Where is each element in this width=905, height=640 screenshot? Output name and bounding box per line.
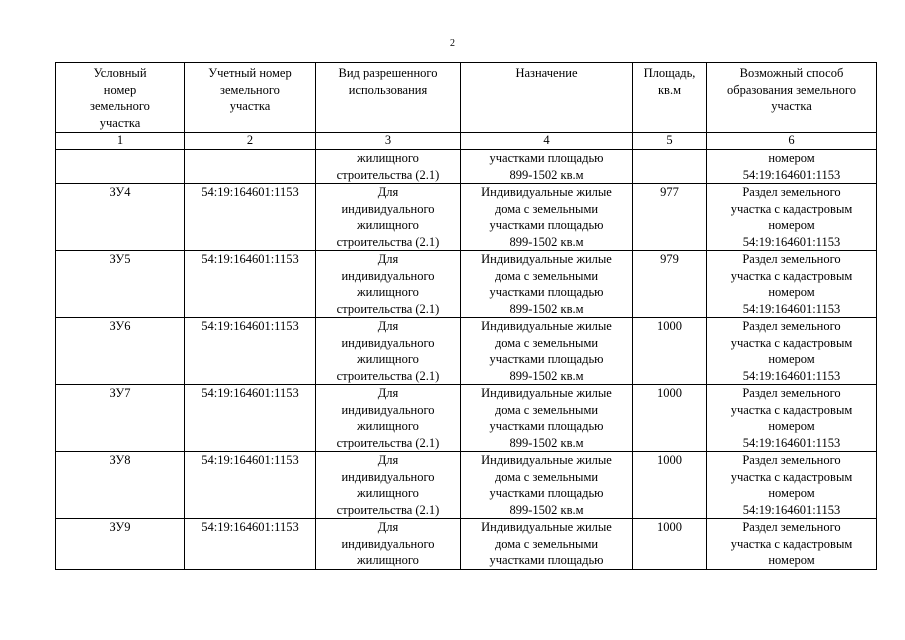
cell-line: Индивидуальные жилые [481, 185, 612, 199]
header-line: образования земельного [727, 82, 856, 97]
cell-line: 899-1502 кв.м [509, 502, 584, 517]
cell-line: Для [377, 185, 399, 199]
purpose-cell [461, 184, 633, 251]
area-cell: 1000 [633, 452, 707, 519]
cell-line: номером [768, 419, 815, 433]
cell-line: участками площадью [489, 218, 604, 232]
cell-line: дома с земельными [494, 402, 599, 417]
purpose-cell [461, 519, 633, 570]
permitted-use-cell [316, 318, 461, 385]
cell-line: индивидуального [341, 536, 435, 551]
purpose-cell [461, 452, 633, 519]
cell-line: индивидуального [341, 335, 435, 350]
area-cell: 1000 [633, 318, 707, 385]
header-line: участка [99, 115, 141, 130]
plot-id-cell: ЗУ8 [56, 452, 185, 519]
formation-method-cell [707, 150, 877, 184]
plot-id-cell: ЗУ6 [56, 318, 185, 385]
cell-line: Раздел земельного [742, 520, 841, 534]
cadastral-cell: 54:19:164601:1153 [185, 452, 316, 519]
header-row [56, 63, 877, 133]
cell-line: строительства (2.1) [336, 234, 440, 249]
cell-line: участками площадью [489, 151, 604, 165]
column-number-row [56, 133, 877, 150]
cell-line: дома с земельными [494, 335, 599, 350]
table-row [56, 385, 877, 452]
cell-line: дома с земельными [494, 536, 599, 551]
cell-line: участка с кадастровым [730, 201, 853, 216]
header-formation-method [707, 63, 877, 133]
header-line: Площадь, [643, 66, 696, 80]
area-cell: 1000 [633, 385, 707, 452]
cadastral-cell: 54:19:164601:1153 [185, 184, 316, 251]
header-plot-id [56, 63, 185, 133]
cell-line: Для [377, 453, 399, 467]
cell-line: строительства (2.1) [336, 435, 440, 450]
cell-line: 899-1502 кв.м [509, 234, 584, 249]
page-number: 2 [450, 38, 455, 49]
cell-line: жилищного [357, 285, 419, 299]
column-number: 1 [56, 133, 185, 150]
cell-line: 899-1502 кв.м [509, 167, 584, 182]
cell-line: 899-1502 кв.м [509, 368, 584, 383]
header-line: Вид разрешенного [338, 66, 438, 80]
permitted-use-cell [316, 519, 461, 570]
header-line: использования [348, 82, 428, 97]
formation-method-cell [707, 452, 877, 519]
header-line: номер [103, 82, 137, 97]
header-cadastral-number [185, 63, 316, 133]
cell-line: участками площадью [489, 486, 604, 500]
table-row [56, 251, 877, 318]
header-line: земельного [90, 99, 150, 113]
cell-line: жилищного [357, 151, 419, 165]
cell-line: участка с кадастровым [730, 268, 853, 283]
cell-line: жилищного [357, 486, 419, 500]
cell-line: строительства (2.1) [336, 301, 440, 316]
area-cell: 1000 [633, 519, 707, 570]
cell-line: 54:19:164601:1153 [742, 502, 841, 517]
cell-line: жилищного [357, 218, 419, 232]
cell-line: жилищного [357, 553, 419, 567]
cell-line: дома с земельными [494, 201, 599, 216]
cell-line: Для [377, 386, 399, 400]
cell-line: Для [377, 252, 399, 266]
cell-line: дома с земельными [494, 469, 599, 484]
header-line: участка [771, 99, 812, 113]
header-line: Учетный номер [208, 66, 292, 80]
area-cell [633, 150, 707, 184]
table-row [56, 519, 877, 570]
permitted-use-cell [316, 184, 461, 251]
cell-line: номером [768, 486, 815, 500]
header-area [633, 63, 707, 133]
cell-line: номером [768, 151, 815, 165]
land-plots-table [55, 62, 877, 570]
header-line: Условный [93, 66, 147, 80]
cell-line: участками площадью [489, 285, 604, 299]
cell-line: Для [377, 319, 399, 333]
area-cell: 977 [633, 184, 707, 251]
header-line: кв.м [657, 82, 681, 97]
cell-line: Индивидуальные жилые [481, 453, 612, 467]
cell-line: участка с кадастровым [730, 536, 853, 551]
header-permitted-use [316, 63, 461, 133]
cell-line: участка с кадастровым [730, 335, 853, 350]
header-line: участка [229, 99, 271, 113]
cell-line: строительства (2.1) [336, 368, 440, 383]
purpose-cell [461, 318, 633, 385]
purpose-cell [461, 385, 633, 452]
cell-line: дома с земельными [494, 268, 599, 283]
formation-method-cell [707, 519, 877, 570]
cell-line: номером [768, 352, 815, 366]
plot-id-cell: ЗУ9 [56, 519, 185, 570]
permitted-use-cell [316, 150, 461, 184]
cell-line: номером [768, 285, 815, 299]
cell-line: Для [377, 520, 399, 534]
cell-line: индивидуального [341, 469, 435, 484]
cell-line: 54:19:164601:1153 [742, 435, 841, 450]
cell-line: 899-1502 кв.м [509, 435, 584, 450]
column-number: 6 [707, 133, 877, 150]
cell-line: Индивидуальные жилые [481, 319, 612, 333]
cell-line: жилищного [357, 419, 419, 433]
table-row [56, 452, 877, 519]
plot-id-cell: ЗУ4 [56, 184, 185, 251]
formation-method-cell [707, 385, 877, 452]
cell-line: 54:19:164601:1153 [742, 234, 841, 249]
purpose-cell [461, 251, 633, 318]
cell-line: индивидуального [341, 402, 435, 417]
cadastral-cell: 54:19:164601:1153 [185, 519, 316, 570]
column-number: 3 [316, 133, 461, 150]
plot-id-cell: ЗУ5 [56, 251, 185, 318]
cadastral-cell: 54:19:164601:1153 [185, 251, 316, 318]
formation-method-cell [707, 251, 877, 318]
cell-line: строительства (2.1) [336, 167, 440, 182]
cell-line: участками площадью [489, 419, 604, 433]
area-cell: 979 [633, 251, 707, 318]
cell-line: 54:19:164601:1153 [742, 368, 841, 383]
cell-line: Раздел земельного [742, 453, 841, 467]
cell-line: 54:19:164601:1153 [742, 301, 841, 316]
column-number: 4 [461, 133, 633, 150]
plot-id-cell [56, 150, 185, 184]
cell-line: 54:19:164601:1153 [742, 167, 841, 182]
cell-line: номером [768, 218, 815, 232]
table-row [56, 318, 877, 385]
cell-line: жилищного [357, 352, 419, 366]
permitted-use-cell [316, 251, 461, 318]
header-line: Назначение [515, 66, 578, 80]
cadastral-cell: 54:19:164601:1153 [185, 385, 316, 452]
table-row [56, 184, 877, 251]
header-line: Возможный способ [739, 66, 844, 80]
cell-line: 899-1502 кв.м [509, 301, 584, 316]
table-row [56, 150, 877, 184]
cell-line: участка с кадастровым [730, 402, 853, 417]
header-line: земельного [220, 82, 280, 97]
cell-line: участка с кадастровым [730, 469, 853, 484]
cell-line: индивидуального [341, 201, 435, 216]
purpose-cell [461, 150, 633, 184]
permitted-use-cell [316, 385, 461, 452]
column-number: 2 [185, 133, 316, 150]
formation-method-cell [707, 184, 877, 251]
cell-line: участками площадью [489, 553, 604, 567]
cadastral-cell [185, 150, 316, 184]
header-purpose [461, 63, 633, 133]
column-number: 5 [633, 133, 707, 150]
formation-method-cell [707, 318, 877, 385]
cell-line: Раздел земельного [742, 185, 841, 199]
cell-line: индивидуального [341, 268, 435, 283]
cadastral-cell: 54:19:164601:1153 [185, 318, 316, 385]
cell-line: Индивидуальные жилые [481, 520, 612, 534]
cell-line: номером [768, 553, 815, 567]
cell-line: Раздел земельного [742, 252, 841, 266]
cell-line: участками площадью [489, 352, 604, 366]
cell-line: Индивидуальные жилые [481, 252, 612, 266]
cell-line: строительства (2.1) [336, 502, 440, 517]
permitted-use-cell [316, 452, 461, 519]
plot-id-cell: ЗУ7 [56, 385, 185, 452]
cell-line: Раздел земельного [742, 386, 841, 400]
cell-line: Индивидуальные жилые [481, 386, 612, 400]
cell-line: Раздел земельного [742, 319, 841, 333]
